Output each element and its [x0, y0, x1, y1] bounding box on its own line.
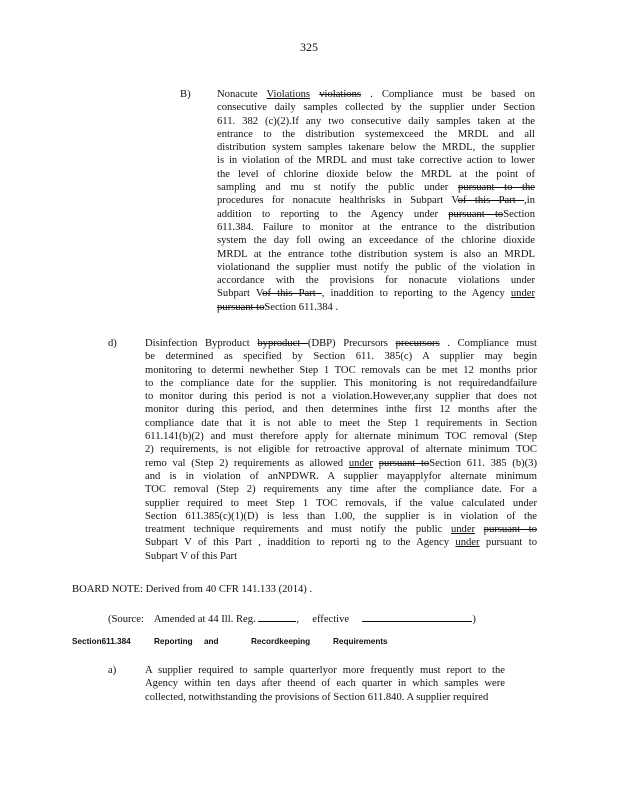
- text-line: [145, 377, 537, 390]
- text-run: distribution system samples takenare below the MRDL, the supplier: [217, 142, 535, 154]
- heading-word-recordkeeping: Recordkeeping: [251, 637, 311, 646]
- text-run: compliance date that it is not able to meet the Step 1 requirements in Section: [145, 417, 537, 429]
- text-run: 611.141(b)(2) and must therefore apply for alternate minimum TOC removal (Step: [145, 431, 537, 443]
- text-run: 611.384. Failure to monitor at the entrance to the distribution: [217, 221, 535, 233]
- text-line: [217, 208, 535, 221]
- text-run: Section 611.384 .: [264, 301, 339, 313]
- text-run: MRDL at the entrance tothe distribution system is also an MRDL: [217, 248, 535, 260]
- deleted-text: pursuant to: [378, 457, 430, 469]
- deleted-text: of this Part: [457, 195, 525, 207]
- text-run: to monitor during this period is not a violation.However,any supplier that does not: [145, 391, 537, 403]
- deleted-text: precursors: [395, 338, 440, 349]
- source-prefix: (Source:: [108, 614, 144, 625]
- text-line: [145, 443, 537, 456]
- text-line: [217, 141, 535, 154]
- text-line: [217, 101, 535, 114]
- text-run: entrance to the distribution systemexceed the MRDL and all: [217, 128, 535, 140]
- text-line: [217, 194, 535, 207]
- text-line: [145, 470, 537, 483]
- section-d-text: [145, 337, 537, 563]
- text-line: [145, 350, 537, 363]
- text-run: Section 611. 385 (b)(3): [429, 457, 537, 469]
- text-run: accordance with the provisions for nonacute violations under: [217, 275, 535, 287]
- inserted-text: under: [348, 457, 373, 469]
- text-run: the level of chlorine dioxide below the MRDL at the point of: [217, 168, 535, 180]
- text-line: [145, 337, 537, 350]
- text-run: treatment technique requirements and must notify the public: [145, 524, 451, 536]
- text-line: [217, 168, 535, 181]
- text-run: violationand the supplier must notify the public of the violation in: [217, 261, 535, 273]
- text-line: [145, 677, 505, 690]
- source-effective: effective: [312, 614, 350, 625]
- text-line: [145, 417, 537, 430]
- text-run: collected, notwithstanding the provisions of Section 611.840. A supplier required: [145, 691, 489, 703]
- heading-word-requirements: Requirements: [333, 637, 388, 646]
- text-line: [217, 221, 535, 234]
- text-line: [145, 550, 537, 563]
- text-run: pursuant to: [479, 537, 537, 549]
- text-run: 2) requirements, is not eligible for retroactive approval of alternate minimum TOC: [145, 444, 537, 456]
- text-run: Nonacute: [217, 89, 267, 100]
- section-a-label: a): [108, 665, 117, 676]
- text-run: . Compliance must: [439, 338, 537, 349]
- text-run: Disinfection Byproduct: [145, 338, 258, 349]
- text-run: to the compliance date for the supplier. This monitoring is not requiredandfailure: [145, 377, 537, 389]
- inserted-text: Violations: [266, 89, 311, 100]
- text-run: monitoring to determi newhether Step 1 TOC removals can be met 12 months prior: [145, 364, 537, 376]
- deleted-text: violations: [319, 89, 361, 100]
- text-line: [145, 691, 505, 704]
- text-line: [217, 181, 535, 194]
- deleted-text: pursuant to the: [457, 182, 535, 194]
- text-run: be determined as specified by Section 611. 385(c) A supplier may begin: [145, 351, 537, 363]
- text-run: consecutive daily samples collected by the supplier under Section: [217, 102, 535, 114]
- text-run: Section: [503, 208, 535, 220]
- source-note: [108, 611, 476, 625]
- text-run: monitor during this period, and then determines inthe first 12 months after the: [145, 404, 537, 416]
- effective-date-blank: [362, 611, 472, 622]
- text-run: (DBP) Precursors: [307, 338, 396, 349]
- text-line: [145, 364, 537, 377]
- section-heading: [72, 637, 388, 646]
- text-run: [310, 89, 319, 100]
- text-run: procedures for nonacute healthrisks in Subpart V: [217, 195, 458, 207]
- section-b-text: [217, 88, 535, 314]
- text-run: is in violation of the MRDL and must take corrective action to lower: [217, 155, 535, 167]
- text-run: , inaddition to reporting to the Agency: [321, 288, 511, 300]
- source-comma: ,: [296, 614, 300, 625]
- text-line: [145, 430, 537, 443]
- text-run: Section 611.385(c)(1)(D) is less than 1.00, the supplier is in violation of the: [145, 510, 537, 522]
- text-run: . Compliance must be based on: [361, 89, 535, 100]
- section-d-label: d): [108, 338, 117, 349]
- text-line: [217, 234, 535, 247]
- text-line: [145, 457, 537, 470]
- section-b-label: B): [180, 89, 191, 100]
- text-run: Subpart V: [217, 288, 263, 300]
- text-run: remo val (Step 2) requirements as allowed: [145, 457, 349, 469]
- text-run: TOC removal (Step 2) requirements any time after the compliance date. For a: [145, 484, 537, 496]
- text-line: [145, 483, 537, 496]
- text-run: Agency within ten days after theend of each quarter in which samples were: [145, 678, 505, 690]
- text-line: [145, 523, 537, 536]
- source-text: Amended at 44 Ill. Reg.: [153, 614, 256, 625]
- section-a-text: [145, 664, 505, 704]
- heading-word-reporting: Reporting: [154, 637, 193, 646]
- text-run: system the day foll owing an exceedance of the chlorine dioxide: [217, 235, 535, 247]
- text-run: Subpart V of this Part: [145, 550, 238, 562]
- text-run: [475, 524, 484, 535]
- deleted-text: byproduct: [257, 338, 308, 349]
- register-volume-blank: [258, 611, 296, 622]
- inserted-text: under: [510, 288, 535, 300]
- text-line: [217, 115, 535, 128]
- text-run: A supplier required to sample quarterlyor more frequently must report to the: [145, 665, 505, 676]
- text-run: and is in violation of anNPDWR. A supplier mayapplyfor alternate minimum: [145, 470, 537, 482]
- text-line: [217, 154, 535, 167]
- deleted-text: of this Part: [262, 288, 322, 300]
- text-run: sampling and mu st notify the public under: [217, 182, 458, 194]
- text-run: supplier required to meet Step 1 TOC removals, if the value calculated under: [145, 497, 537, 509]
- page-number: 325: [300, 40, 318, 54]
- source-suffix: ): [472, 614, 476, 625]
- text-line: [145, 497, 537, 510]
- text-run: Subpart V of this Part , inaddition to reporti ng to the Agency: [145, 537, 456, 549]
- text-run: ,in: [524, 195, 535, 207]
- heading-word-and: and: [204, 637, 219, 646]
- text-run: 611. 382 (c)(2).If any two consecutive daily samples taken at the: [217, 115, 535, 127]
- text-line: [145, 390, 537, 403]
- text-line: [217, 88, 535, 101]
- text-line: [217, 301, 535, 314]
- deleted-text: pursuant to: [448, 208, 504, 220]
- text-line: [217, 274, 535, 287]
- inserted-text: under: [450, 524, 476, 536]
- text-line: [217, 261, 535, 274]
- text-line: [145, 536, 537, 549]
- text-line: [145, 510, 537, 523]
- heading-section-number: Section611.384: [72, 637, 131, 646]
- deleted-text: pursuant to: [217, 301, 265, 313]
- board-note: BOARD NOTE: Derived from 40 CFR 141.133 (2014) .: [72, 584, 313, 595]
- text-line: [145, 403, 537, 416]
- text-line: [217, 128, 535, 141]
- text-line: [217, 287, 535, 300]
- inserted-text: under: [455, 537, 480, 549]
- text-line: [217, 248, 535, 261]
- text-line: [145, 664, 505, 677]
- text-run: addition to reporting to the Agency under: [217, 208, 449, 220]
- deleted-text: pursuant to: [483, 524, 537, 536]
